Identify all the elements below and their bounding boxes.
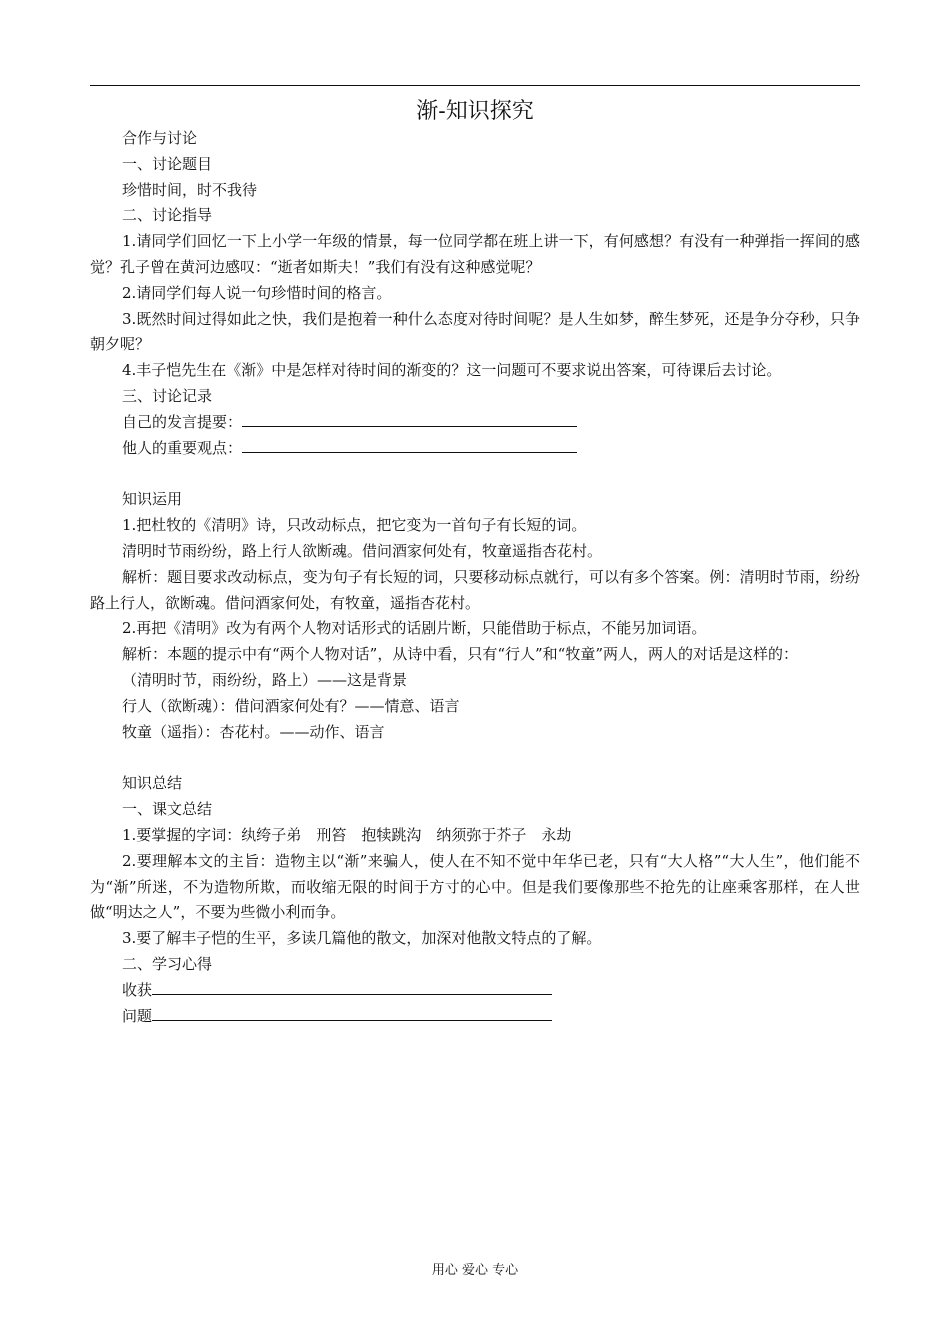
section-heading-discussion: 合作与讨论 <box>122 129 198 147</box>
subheading-text-summary: 一、课文总结 <box>122 800 213 819</box>
guide-question-1: 1.请同学们回忆一下上小学一年级的情景，每一位同学都在班上讲一下，有何感想？有没有一种弹指一挥间的感觉？孔子曾在黄河边感叹：“逝者如斯夫！”我们有没有这种感觉呢？ <box>90 232 860 276</box>
guide-question-3: 3.既然时间过得如此之快，我们是抱着一种什么态度对待时间呢？是人生如梦，醉生梦死，还是争分夺秒，只争朝夕呢？ <box>90 309 860 354</box>
gain-label: 收获 <box>122 980 153 999</box>
summary-point-1: 1.要掌握的字词：纨绔子弟 刑笞 抱犊跳沟 纳须弥于芥子 永劫 <box>122 825 572 844</box>
subheading-learning-notes: 二、学习心得 <box>122 954 213 973</box>
own-points-blank[interactable] <box>242 411 577 427</box>
dialogue-line-2: 行人（欲断魂）：借问酒家何处有？——情意、语言 <box>122 696 460 715</box>
guide-question-4: 4.丰子恺先生在《渐》中是怎样对待时间的渐变的？这一问题可不要求说出答案，可待课后去讨论。 <box>122 361 782 380</box>
summary-point-2: 2.要理解本文的主旨：造物主以“渐”来骗人，使人在不知不觉中年华已老，只有“大人格”“大人生”，他们能不为“渐”所迷，不为造物所欺，而收缩无限的时间于方寸的心中。但是我们要像那些不抢先的让座乘客那样，在人世做“明达之人”，不要为些微小利而争。 <box>90 851 860 922</box>
header-rule <box>90 85 860 86</box>
problem-line <box>90 1004 860 1030</box>
subheading-guide: 二、讨论指导 <box>122 206 213 225</box>
problem-label: 问题 <box>122 1006 153 1025</box>
analysis-2: 解析：本题的提示中有“两个人物对话”，从诗中看，只有“行人”和“牧童”两人，两人的对话是这样的： <box>122 645 799 664</box>
others-points-label: 他人的重要观点： <box>122 438 243 457</box>
analysis-1: 解析：题目要求改动标点，变为句子有长短的词，只要移动标点就行，可以有多个答案。例：清明时节雨，纷纷路上行人，欲断魂。借问酒家何处，有牧童，遥指杏花村。 <box>90 567 860 612</box>
page-footer: 用心 爱心 专心 <box>431 1263 519 1278</box>
page-title: 渐-知识探究 <box>416 99 534 124</box>
subheading-topic: 一、讨论题目 <box>122 154 213 173</box>
exercise-1: 1.把杜牧的《清明》诗，只改动标点，把它变为一首句子有长短的词。 <box>122 516 587 535</box>
problem-blank[interactable] <box>152 1005 552 1021</box>
section-heading-summary: 知识总结 <box>122 774 183 793</box>
gain-blank[interactable] <box>152 979 552 995</box>
gain-line <box>90 978 860 1004</box>
own-points-line <box>90 410 860 436</box>
guide-question-2: 2.请同学们每人说一句珍惜时间的格言。 <box>122 283 392 302</box>
exercise-2: 2.再把《清明》改为有两个人物对话形式的话剧片断，只能借助于标点，不能另加词语。 <box>122 619 707 638</box>
dialogue-line-1: （清明时节，雨纷纷，路上）——这是背景 <box>122 670 408 689</box>
dialogue-line-3: 牧童（遥指）：杏花村。——动作、语言 <box>122 722 385 741</box>
others-points-line <box>90 436 860 462</box>
others-points-blank[interactable] <box>242 437 577 453</box>
topic-text: 珍惜时间，时不我待 <box>122 180 258 199</box>
summary-point-3: 3.要了解丰子恺的生平，多读几篇他的散文，加深对他散文特点的了解。 <box>122 929 602 948</box>
document-body <box>90 126 860 1029</box>
section-gap <box>90 745 860 771</box>
section-gap <box>90 461 860 487</box>
section-heading-application: 知识运用 <box>122 490 183 509</box>
subheading-record: 三、讨论记录 <box>122 386 213 405</box>
own-points-label: 自己的发言提要： <box>122 412 243 431</box>
poem-text: 清明时节雨纷纷，路上行人欲断魂。借问酒家何处有，牧童遥指杏花村。 <box>122 541 603 560</box>
